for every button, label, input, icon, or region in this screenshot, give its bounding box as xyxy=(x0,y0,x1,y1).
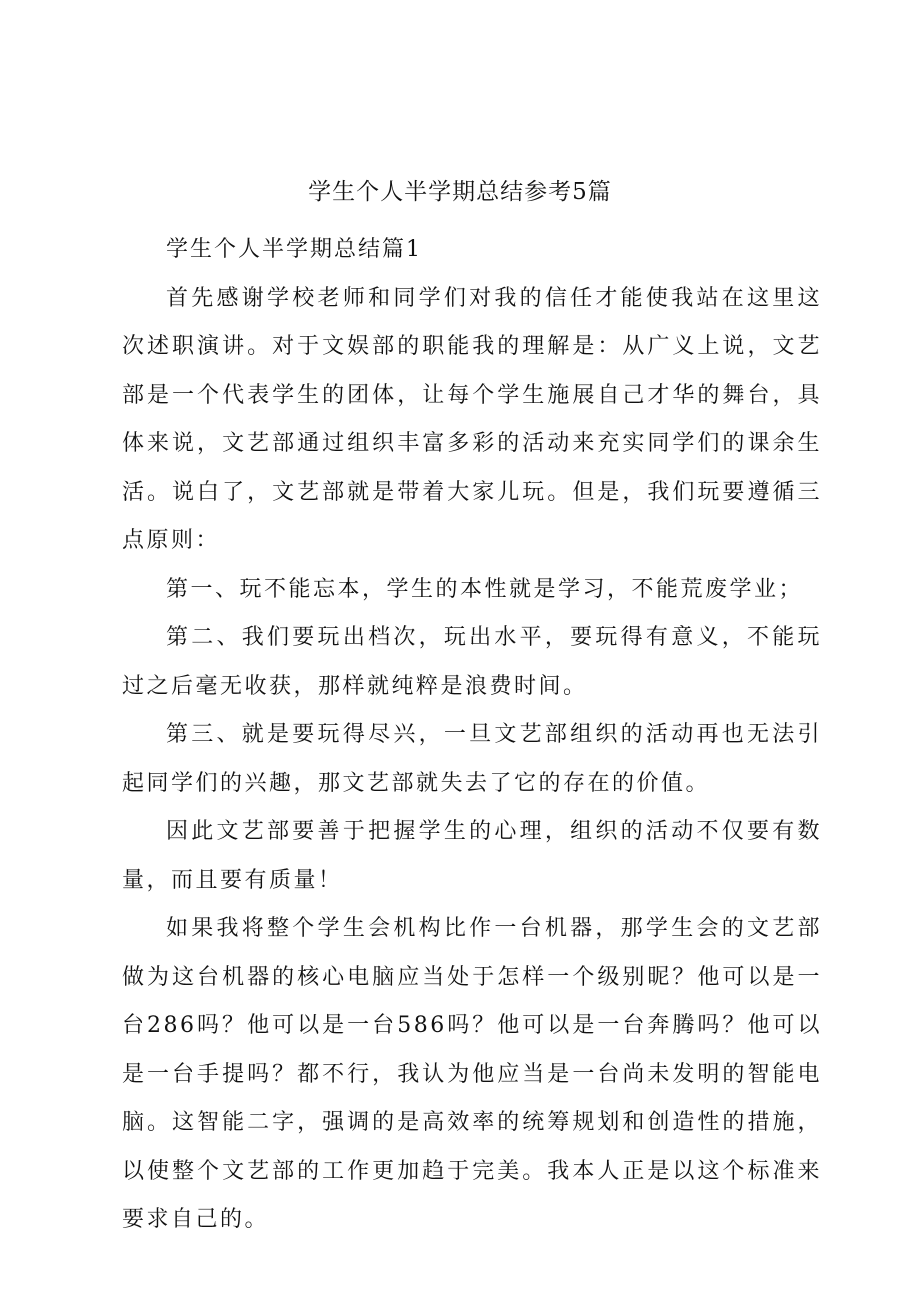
paragraph-principle-3: 第三、就是要玩得尽兴，一旦文艺部组织的活动再也无法引起同学们的兴趣，那文艺部就失去了它的存在的价值。 xyxy=(122,722,822,796)
document-body xyxy=(122,226,822,1245)
document-title: 学生个人半学期总结参考5篇 xyxy=(308,179,612,205)
paragraph-intro: 首先感谢学校老师和同学们对我的信任才能使我站在这里这次述职演讲。对于文娱部的职能我的理解是：从广义上说，文艺部是一个代表学生的团体，让每个学生施展自己才华的舞台，具体来说，文艺部通过组织丰富多彩的活动来充实同学们的课余生活。说白了，文艺部就是带着大家儿玩。但是，我们玩要遵循三点原则： xyxy=(122,285,822,553)
paragraph-conclusion: 因此文艺部要善于把握学生的心理，组织的活动不仅要有数量，而且要有质量！ xyxy=(122,819,822,893)
paragraph-principle-2: 第二、我们要玩出档次，玩出水平，要玩得有意义，不能玩过之后毫无收获，那样就纯粹是浪费时间。 xyxy=(122,625,822,699)
section-heading: 学生个人半学期总结篇1 xyxy=(166,237,422,262)
paragraph-analogy: 如果我将整个学生会机构比作一台机器，那学生会的文艺部做为这台机器的核心电脑应当处于怎样一个级别昵？他可以是一台286吗？他可以是一台586吗？他可以是一台奔腾吗？他可以是一台手提吗？都不行，我认为他应当是一台尚未发明的智能电脑。这智能二字，强调的是高效率的统筹规划和创造性的措施，以使整个文艺部的工作更加趋于完美。我本人正是以这个标准来要求自己的。 xyxy=(122,916,822,1232)
paragraph-principle-1: 第一、玩不能忘本，学生的本性就是学习，不能荒废学业； xyxy=(166,576,804,602)
